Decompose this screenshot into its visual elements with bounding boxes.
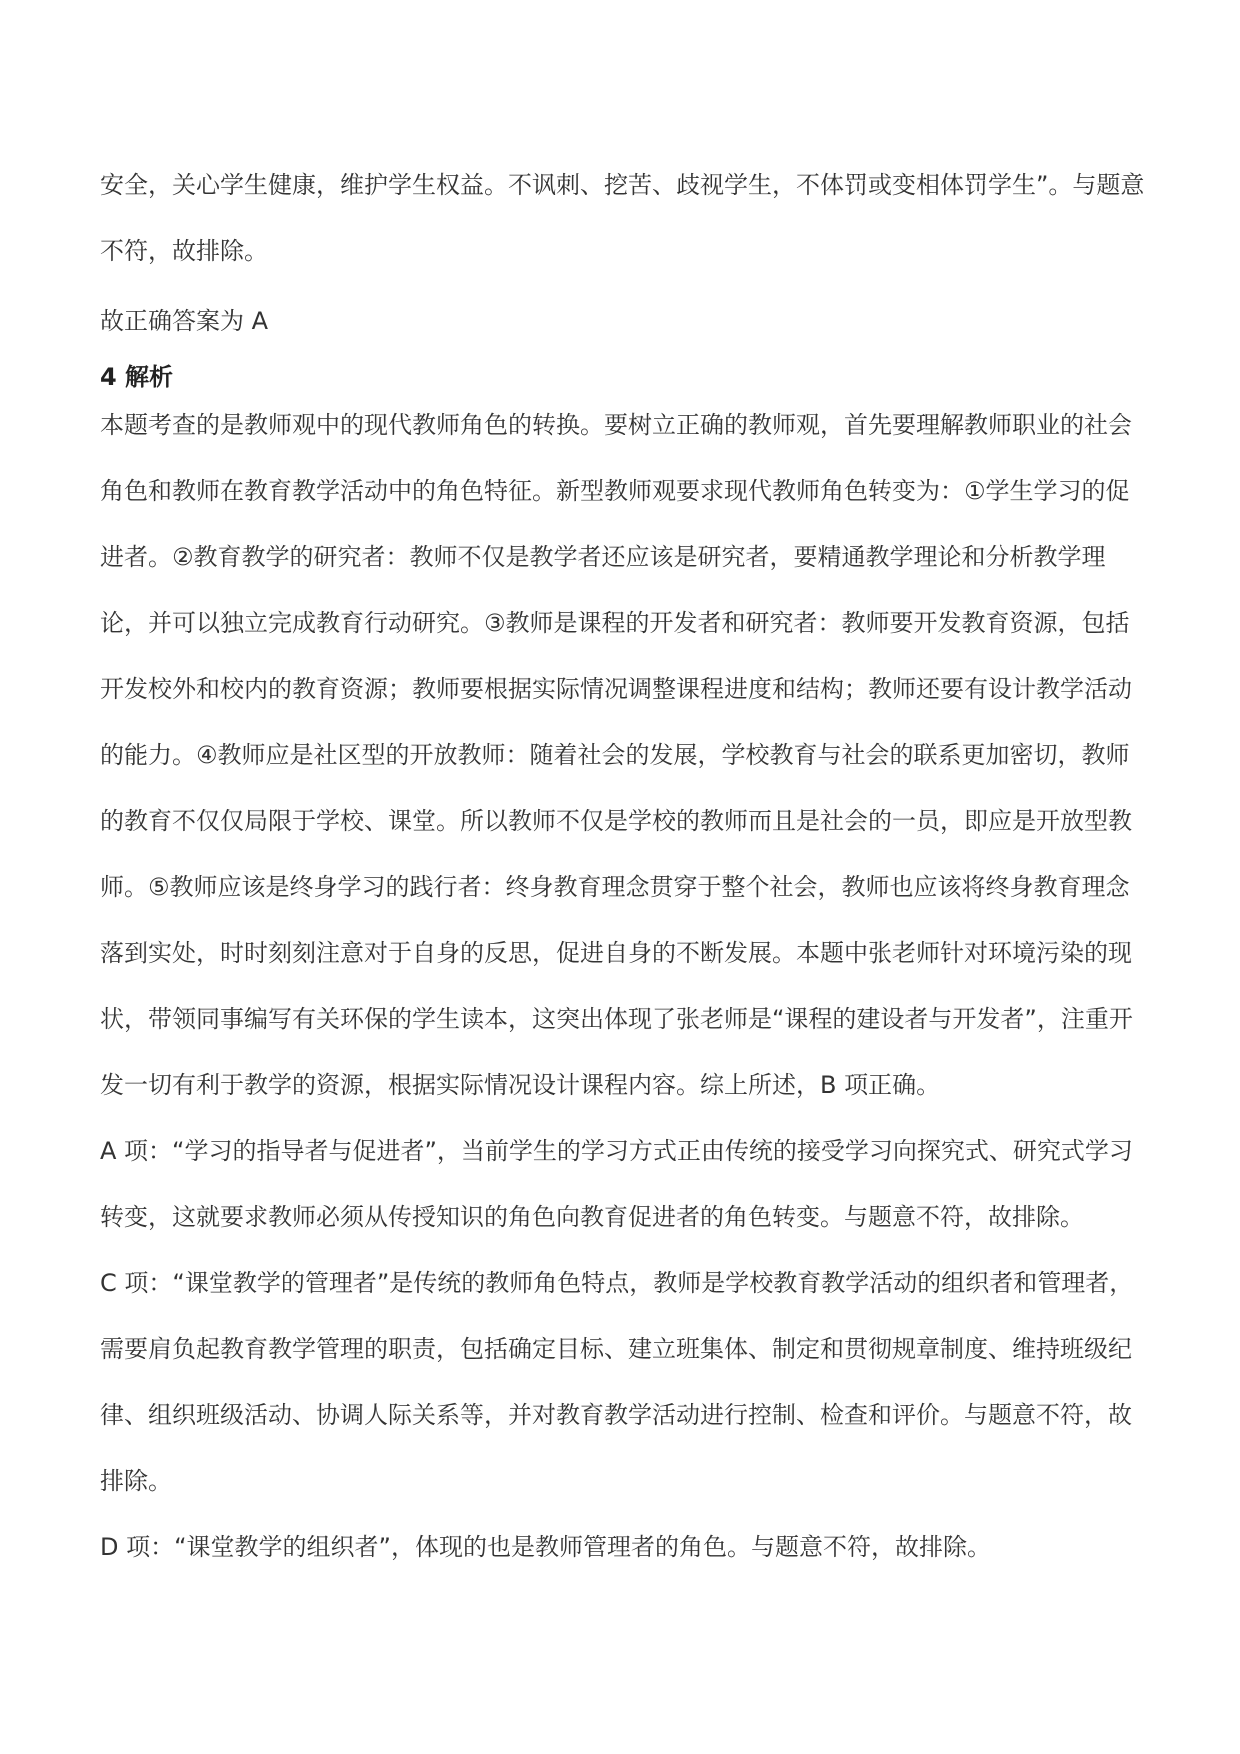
option-d-paragraph: D 项：“课堂教学的组织者”，体现的也是教师管理者的角色。与题意不符，故排除。 — [100, 1533, 991, 1561]
document-body — [100, 152, 1152, 1580]
section-heading: 4 解析 — [100, 363, 174, 391]
analysis-paragraph: 本题考查的是教师观中的现代教师角色的转换。要树立正确的教师观，首先要理解教师职业的社会角色和教师在教育教学活动中的角色特征。新型教师观要求现代教师角色转变为：①学生学习的促进者。②教育教学的研究者：教师不仅是教学者还应该是研究者，要精通教学理论和分析教学理论，并可以独立完成教育行动研究。③教师是课程的开发者和研究者：教师要开发教育资源，包括开发校外和校内的教育资源；教师要根据实际情况调整课程进度和结构；教师还要有设计教学活动的能力。④教师应是社区型的开放教师：随着社会的发展，学校教育与社会的联系更加密切，教师的教育不仅仅局限于学校、课堂。所以教师不仅是学校的教师而且是社会的一员，即应是开放型教师。⑤教师应该是终身学习的践行者：终身教育理念贯穿于整个社会，教师也应该将终身教育理念落到实处，时时刻刻注意对于自身的反思，促进自身的不断发展。本题中张老师针对环境污染的现状，带领同事编写有关环保的学生读本，这突出体现了张老师是“课程的建设者与开发者”，注重开发一切有利于教学的资源，根据实际情况设计课程内容。综上所述，B 项正确。 — [100, 411, 1133, 1099]
option-a-paragraph: A 项：“学习的指导者与促进者”，当前学生的学习方式正由传统的接受学习向探究式、研究式学习转变，这就要求教师必须从传授知识的角色向教育促进者的角色转变。与题意不符，故排除。 — [100, 1137, 1133, 1231]
answer-line: 故正确答案为 A — [100, 307, 269, 335]
intro-paragraph: 安全，关心学生健康，维护学生权益。不讽刺、挖苦、歧视学生，不体罚或变相体罚学生”。与题意不符，故排除。 — [100, 171, 1145, 265]
option-c-paragraph: C 项：“课堂教学的管理者”是传统的教师角色特点，教师是学校教育教学活动的组织者和管理者，需要肩负起教育教学管理的职责，包括确定目标、建立班集体、制定和贯彻规章制度、维持班级纪律、组织班级活动、协调人际关系等，并对教育教学活动进行控制、检查和评价。与题意不符，故排除。 — [100, 1269, 1134, 1495]
